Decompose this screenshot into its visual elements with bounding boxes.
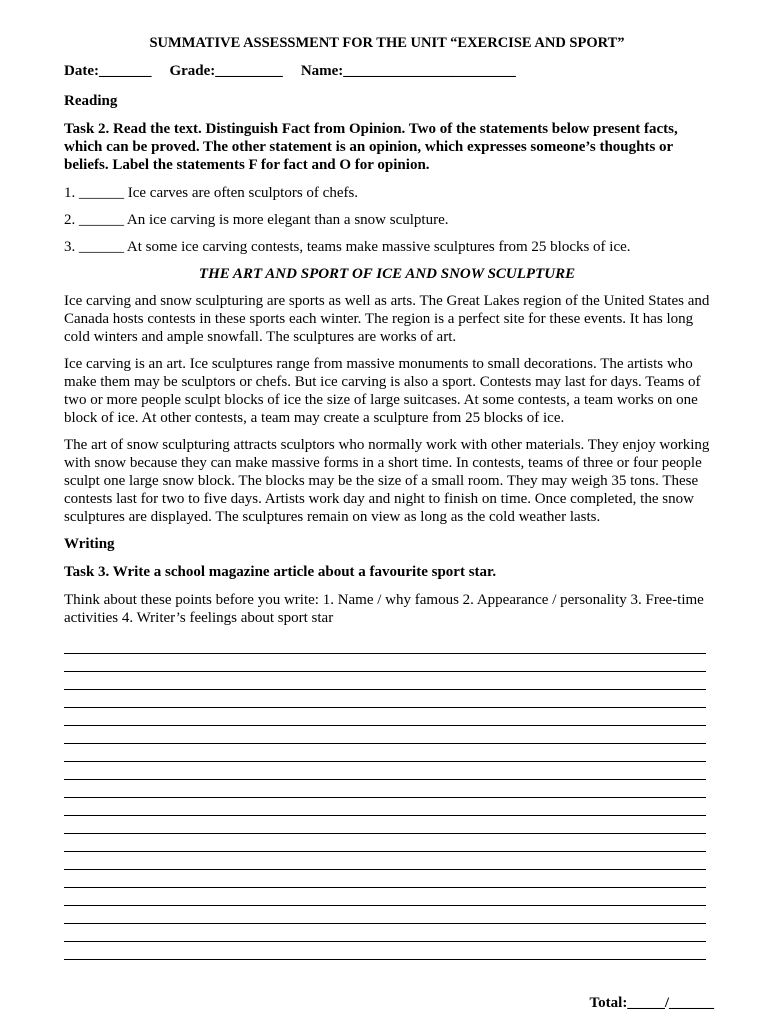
task-3-instructions: Task 3. Write a school magazine article about a favourite sport star. <box>64 564 497 580</box>
answer-lines <box>64 636 710 960</box>
answer-line <box>64 636 706 654</box>
answer-line <box>64 672 706 690</box>
writing-section-label: Writing <box>64 536 115 552</box>
name-field: Name:_______________________ <box>300 63 516 79</box>
answer-line <box>64 690 706 708</box>
statement-3: 3. ______ At some ice carving contests, teams make massive sculptures from 25 blocks of ice. <box>64 239 631 255</box>
answer-line <box>64 834 706 852</box>
statement-2: 2. ______ An ice carving is more elegant than a snow sculpture. <box>64 212 449 228</box>
total-score: Total:_____/______ <box>589 995 714 1011</box>
answer-line <box>64 870 706 888</box>
page-title: SUMMATIVE ASSESSMENT FOR THE UNIT “EXERCISE AND SPORT” <box>149 35 625 51</box>
student-info-line <box>64 62 710 80</box>
answer-line <box>64 906 706 924</box>
task-2-instructions: Task 2. Read the text. Distinguish Fact from Opinion. Two of the statements below present facts, which can be proved. The other statement is an opinion, which expresses someone’s thoughts or beliefs. Label the statements F for fact and O for opinion. <box>64 121 678 173</box>
answer-line <box>64 942 706 960</box>
statement-1: 1. ______ Ice carves are often sculptors of chefs. <box>64 185 359 201</box>
answer-line <box>64 888 706 906</box>
answer-line <box>64 654 706 672</box>
reading-section-label: Reading <box>64 93 118 109</box>
reading-paragraph-1: Ice carving and snow sculpturing are sports as well as arts. The Great Lakes region of the United States and Canada hosts contests in these sports each winter. The region is a perfect site for these events. It has long cold winters and ample snowfall. The sculptures are works of art. <box>64 293 710 345</box>
answer-line <box>64 708 706 726</box>
answer-line <box>64 744 706 762</box>
reading-paragraph-2: Ice carving is an art. Ice sculptures range from massive monuments to small decorations. The artists who make them may be sculptors or chefs. But ice carving is also a sport. Contests may last for days. Teams of two or more people sculpt blocks of ice the size of large suitcases. At some contests, a team works on one block of ice. At other contests, a team may create a sculpture from 25 blocks of ice. <box>64 356 701 426</box>
answer-line <box>64 798 706 816</box>
answer-line <box>64 924 706 942</box>
reading-paragraph-3: The art of snow sculpturing attracts sculptors who normally work with other materials. They enjoy working with snow because they can make massive forms in a short time. In contests, teams of three or four people sculpt one large snow block. The blocks may be the size of a small room. They may weigh 35 tons. These contests last for two to five days. Artists work day and night to finish on time. Once completed, the snow sculptures are displayed. The sculptures remain on view as long as the cold weather lasts. <box>64 437 710 525</box>
answer-line <box>64 780 706 798</box>
answer-line <box>64 816 706 834</box>
writing-points: Think about these points before you write: 1. Name / why famous 2. Appearance / personality 3. Free-time activities 4. Writer’s feelings about sport star <box>64 592 704 626</box>
grade-field: Grade:_________ <box>169 63 283 79</box>
answer-line <box>64 852 706 870</box>
date-field: Date:_______ <box>64 63 152 79</box>
answer-line <box>64 762 706 780</box>
answer-line <box>64 726 706 744</box>
reading-text-title: THE ART AND SPORT OF ICE AND SNOW SCULPTURE <box>198 266 576 282</box>
